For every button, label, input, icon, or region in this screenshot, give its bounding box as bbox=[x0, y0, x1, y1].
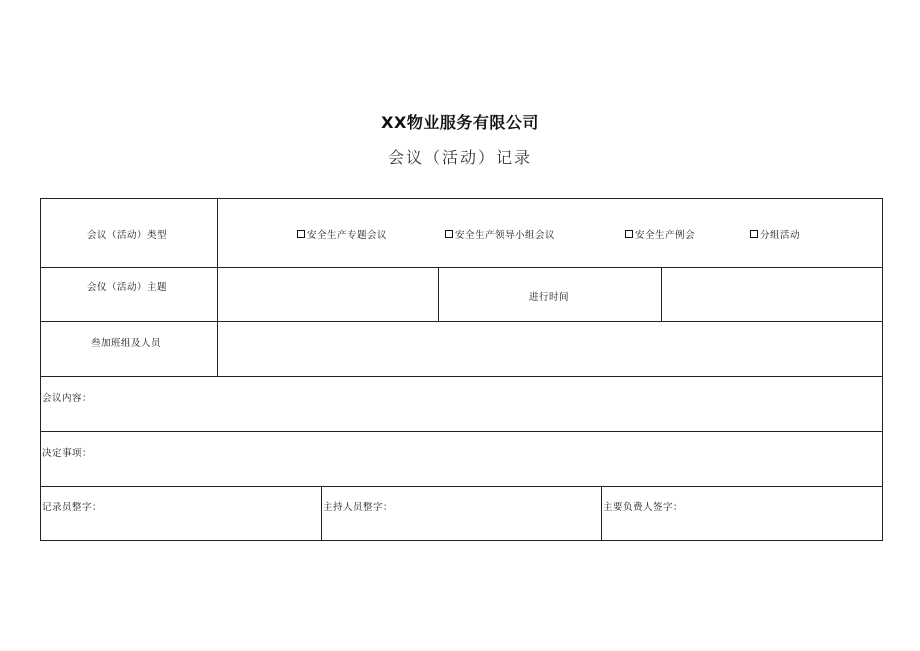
option-safety-regular-meeting[interactable] bbox=[625, 227, 695, 241]
decisions-label: 决定事项： bbox=[42, 448, 93, 459]
row-divider bbox=[41, 321, 882, 322]
meeting-time-field[interactable] bbox=[671, 279, 871, 315]
checkbox-icon[interactable] bbox=[297, 230, 305, 238]
option-label: 安全生产领导小组会议 bbox=[455, 230, 556, 241]
meeting-type-label: 会议（活动）类型 bbox=[87, 230, 168, 241]
column-divider bbox=[217, 199, 218, 376]
company-name: XX物业服务有限公司 bbox=[381, 113, 539, 132]
column-divider bbox=[438, 267, 439, 321]
checkbox-icon[interactable] bbox=[625, 230, 633, 238]
meeting-topic-field[interactable] bbox=[227, 279, 427, 315]
meeting-content-label: 会议内容： bbox=[42, 393, 93, 404]
participants-label: 叁加班组及人员 bbox=[91, 338, 162, 349]
column-divider bbox=[601, 486, 602, 540]
meeting-topic-label: 会仪（活动）主题 bbox=[87, 282, 168, 293]
leader-signature-label: 主要负费人签字： bbox=[603, 502, 684, 513]
option-safety-topic-meeting[interactable] bbox=[297, 227, 387, 241]
recorder-signature-label: 记录员整字： bbox=[42, 502, 103, 513]
option-safety-leadership-meeting[interactable] bbox=[445, 227, 555, 241]
option-label: 安全生产专题会议 bbox=[307, 230, 388, 241]
host-signature-label: 主持人员整字： bbox=[323, 502, 394, 513]
participants-field[interactable] bbox=[227, 329, 867, 369]
column-divider bbox=[321, 486, 322, 540]
checkbox-icon[interactable] bbox=[445, 230, 453, 238]
row-divider bbox=[41, 267, 882, 268]
option-label: 安全生产例会 bbox=[635, 230, 696, 241]
checkbox-icon[interactable] bbox=[750, 230, 758, 238]
row-divider bbox=[41, 376, 882, 377]
meeting-record-form bbox=[40, 198, 883, 541]
option-label: 分组活动 bbox=[760, 230, 801, 241]
column-divider bbox=[661, 267, 662, 321]
document-title: 会议（活动）记录 bbox=[387, 148, 532, 167]
option-group-activity[interactable] bbox=[750, 227, 800, 241]
row-divider bbox=[41, 486, 882, 487]
row-divider bbox=[41, 431, 882, 432]
meeting-time-label: 进行时间 bbox=[529, 292, 570, 303]
